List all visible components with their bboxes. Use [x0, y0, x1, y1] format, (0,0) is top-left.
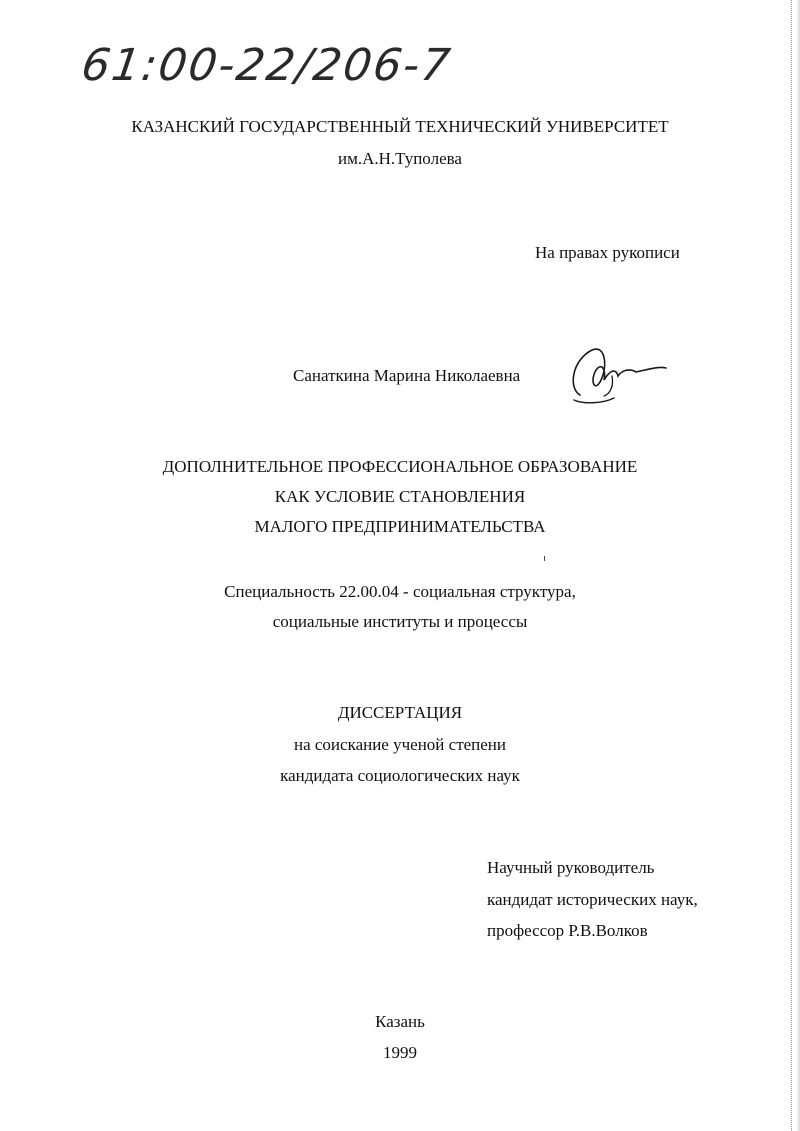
author-name: Санаткина Марина Николаевна: [293, 366, 521, 385]
year: 1999: [383, 1043, 417, 1062]
rights-note: На правах рукописи: [535, 243, 680, 262]
scan-edge-line: [790, 0, 792, 1131]
specialty-line-1: Специальность 22.00.04 - социальная структура,: [224, 582, 576, 601]
supervisor-degree: кандидат исторических наук,: [487, 890, 698, 909]
supervisor-name: профессор Р.В.Волков: [487, 921, 648, 940]
specialty-line-2: социальные институты и процессы: [272, 612, 528, 631]
document-type: ДИССЕРТАЦИЯ: [337, 703, 463, 722]
title-line-1: ДОПОЛНИТЕЛЬНОЕ ПРОФЕССИОНАЛЬНОЕ ОБРАЗОВАНИЕ: [162, 457, 638, 476]
author-signature: [562, 340, 672, 410]
degree-line-2: кандидата социологических наук: [280, 766, 520, 785]
handwritten-catalog-number: 61:00-22/206-7: [78, 40, 455, 91]
city: Казань: [375, 1012, 425, 1031]
scan-edge-shadow: [796, 0, 800, 1131]
university-name: КАЗАНСКИЙ ГОСУДАРСТВЕННЫЙ ТЕХНИЧЕСКИЙ УНИВЕРСИТЕТ: [131, 117, 669, 136]
degree-line-1: на соискание ученой степени: [293, 735, 507, 754]
title-line-3: МАЛОГО ПРЕДПРИНИМАТЕЛЬСТВА: [254, 517, 546, 536]
supervisor-heading: Научный руководитель: [487, 858, 655, 877]
university-named-after: им.А.Н.Туполева: [338, 149, 462, 168]
scan-speck: [544, 556, 545, 561]
title-line-2: КАК УСЛОВИЕ СТАНОВЛЕНИЯ: [274, 487, 526, 506]
